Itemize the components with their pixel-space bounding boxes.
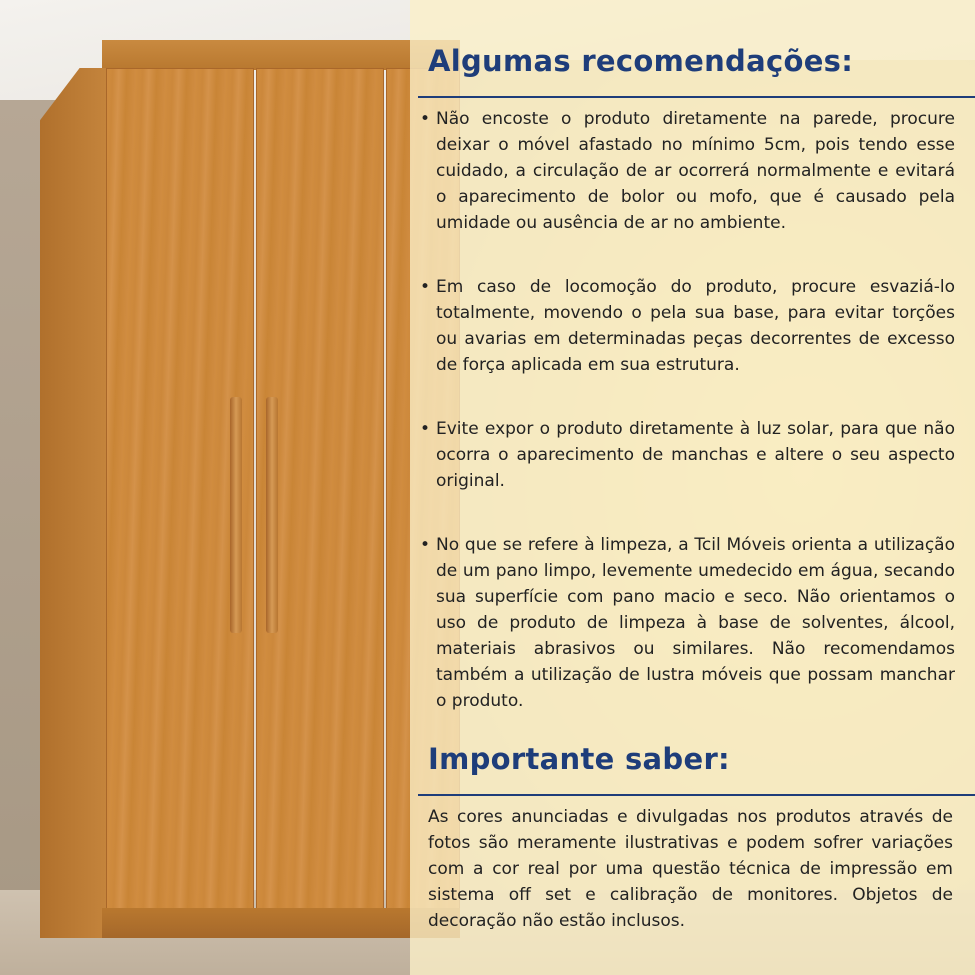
wardrobe-base bbox=[102, 908, 460, 938]
important-text: As cores anunciadas e divulgadas nos produtos através de fotos são meramente ilustrativas e podem sofrer variações com a cor real por uma questão técnica de impressão em sistema off set e calibração de monitores. Objetos de decoração não estão inclusos. bbox=[428, 807, 953, 931]
wardrobe-side-panel bbox=[40, 68, 106, 938]
bullet: • bbox=[420, 109, 431, 129]
list-item bbox=[418, 274, 955, 378]
recommendations-title-underline bbox=[418, 96, 975, 98]
list-item-text: Não encoste o produto diretamente na parede, procure deixar o móvel afastado no mínimo 5cm, pois tendo esse cuidado, a circulação de ar ocorrerá normalmente e evitará o aparecimento de bolor ou mofo, que é causado pela umidade ou ausência de ar no ambiente. bbox=[436, 109, 955, 233]
list-item bbox=[418, 106, 955, 236]
important-title: Importante saber: bbox=[428, 742, 730, 776]
wardrobe-handle-right bbox=[266, 397, 278, 633]
recommendations-list bbox=[418, 106, 955, 714]
bullet: • bbox=[420, 419, 431, 439]
list-item-text: No que se refere à limpeza, a Tcil Móveis orienta a utilização de um pano limpo, levemente umedecido em água, secando sua superfície com pano macio e seco. Não orientamos o uso de produto de limpeza à base de solventes, álcool, materiais abrasivos ou similares. Não recomendamos também a utilização de lustra móveis que possam manchar o produto. bbox=[436, 535, 955, 711]
wardrobe-top bbox=[102, 40, 460, 70]
list-item-text: Em caso de locomoção do produto, procure esvaziá-lo totalmente, movendo o pela sua base, para evitar torções ou avarias em determinadas peças decorrentes de excesso de força aplicada em sua estrutura. bbox=[436, 277, 955, 375]
recommendations-title: Algumas recomendações: bbox=[428, 44, 854, 78]
list-item bbox=[418, 532, 955, 714]
wardrobe-image bbox=[40, 40, 460, 940]
bullet: • bbox=[420, 277, 431, 297]
bullet: • bbox=[420, 535, 431, 555]
wardrobe-handle-left bbox=[230, 397, 242, 633]
list-item bbox=[418, 416, 955, 494]
list-item-text: Evite expor o produto diretamente à luz solar, para que não ocorra o aparecimento de manchas e altere o seu aspecto original. bbox=[436, 419, 955, 491]
important-title-underline bbox=[418, 794, 975, 796]
